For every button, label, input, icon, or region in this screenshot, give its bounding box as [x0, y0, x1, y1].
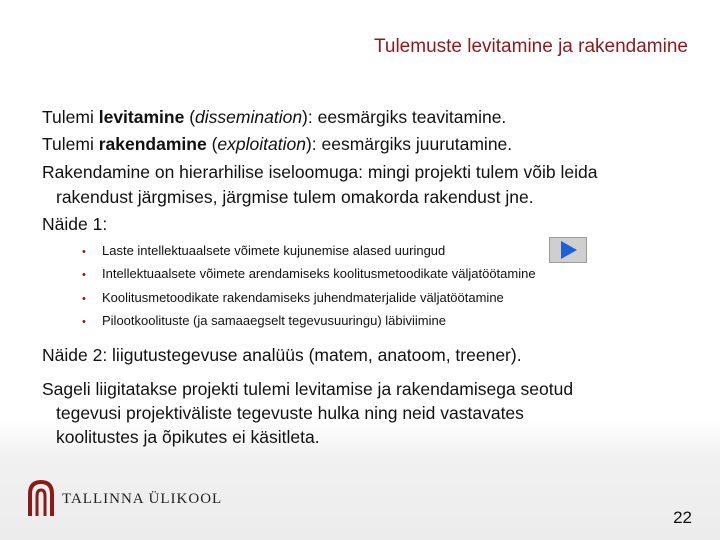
page-number: 22: [673, 508, 692, 527]
example-1-heading: Näide 1:: [42, 214, 108, 234]
text-line-hierarchy-cont: rakendust järgmises, järgmise tulem omakorda rakendust jne.: [56, 187, 534, 207]
list-item: [82, 266, 536, 281]
university-name: TALLINNA ÜLIKOOL: [62, 491, 223, 507]
line-text: ): eesmärgiks teavitamine.: [302, 107, 507, 127]
line-text: Tulemi: [42, 134, 99, 154]
line-text: (: [184, 107, 196, 127]
list-item-text: Koolitusmetoodikate rakendamiseks juhendmaterjalide väljatöötamine: [102, 290, 504, 305]
bullet-icon: •: [82, 316, 86, 328]
tallinn-university-logo-icon: [26, 478, 56, 523]
list-item-text: Laste intellektuaalsete võimete kujunemise alased uuringud: [102, 243, 446, 258]
line-text: Tulemi: [42, 107, 99, 127]
text-line-note-end: koolitustes ja õpikutes ei käsitleta.: [56, 427, 320, 447]
line-text: (: [206, 134, 218, 154]
bold-term: rakendamine: [98, 134, 207, 154]
text-line-dissemination: [42, 106, 506, 128]
list-item: [82, 313, 446, 328]
italic-term: dissemination: [195, 107, 303, 127]
text-line-exploitation: [42, 133, 512, 155]
example-2-line: Näide 2: liigutustegevuse analüüs (matem, anatoom, treener).: [42, 345, 522, 365]
text-line-hierarchy: Rakendamine on hierarhilise iseloomuga: mingi projekti tulem võib leida: [42, 162, 598, 182]
italic-term: exploitation: [217, 134, 306, 154]
bold-term: levitamine: [98, 107, 185, 127]
bullet-icon: •: [82, 246, 86, 258]
text-line-note: Sageli liigitatakse projekti tulemi levitamise ja rakendamisega seotud: [42, 379, 574, 399]
list-item-text: Pilootkoolituste (ja samaaegselt tegevusuuringu) läbiviimine: [102, 313, 446, 328]
text-line-note-cont: tegevusi projektiväliste tegevuste hulka ning neid vastavates: [56, 403, 524, 423]
play-icon: [550, 238, 586, 262]
list-item: [82, 290, 504, 305]
list-item-text: Intellektuaalsete võimete arendamiseks koolitusmetoodikate väljatöötamine: [102, 266, 536, 281]
list-item: [82, 243, 445, 258]
slide-title: Tulemuste levitamine ja rakendamine: [373, 36, 688, 57]
play-button[interactable]: [549, 237, 587, 263]
bullet-icon: •: [82, 293, 86, 305]
bullet-icon: •: [82, 269, 86, 281]
line-text: ): eesmärgiks juurutamine.: [305, 134, 513, 154]
